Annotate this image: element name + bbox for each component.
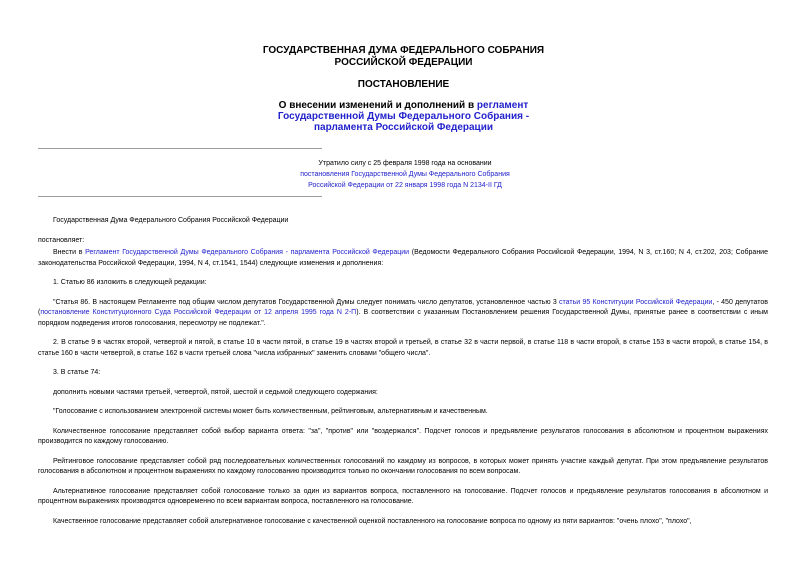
regulation-link[interactable]: Регламент Государственной Думы Федерального Собрания - парламента Российской Федерации xyxy=(85,249,410,256)
title-link-regulation[interactable]: регламент xyxy=(476,100,529,111)
paragraph-item-3: 3. В статье 74: xyxy=(53,369,101,376)
paragraph-qualitative: Качественное голосование представляет собой альтернативное голосование с качественной оценкой поставленного на голосование вопроса по одному из пяти вариантов: "очень плохо", "плохо", xyxy=(53,517,692,525)
amend-text-end: (Ведомости Федерального Собрания Российской Федерации, 1994, N 3, ст.160; N 4, ст.202, 203; Собрание законодательства Российской Федерации, 1994, N 4, ст.1541, 1544) следующие изменения и дополнения: xyxy=(38,249,768,267)
paragraph-amend xyxy=(38,248,768,269)
amend-text-start: Внести в xyxy=(53,249,86,256)
paragraph-alternative: Альтернативное голосование представляет собой голосование только за один из вариантов вопроса, поставленного на голосование. Подсчет голосов и предъявление результатов голосования в абсолютном и процентном выражениях производятся одновременно по всем вариантам вопроса, поставленного на голосование. xyxy=(38,487,768,505)
title-prefix: О внесении изменений и дополнений в xyxy=(278,100,477,111)
paragraph-item-2: 2. В статье 9 в частях второй, четвертой и пятой, в статье 10 в части пятой, в статье 19 в частях второй и третьей, в статье 32 в части первой, в статье 118 в части второй, в статье 153 в части второй, в статье 154, в статье 160 в части четвертой, в статье 162 в части третьей слова "числа избранных" заменить словами "общего числа". xyxy=(38,339,768,357)
divider-bottom xyxy=(38,196,322,197)
repeal-note-link-1[interactable]: постановления Государственной Думы Федерального Собрания xyxy=(300,171,510,178)
issuer-heading xyxy=(0,45,807,69)
paragraph-resolves: постановляет: xyxy=(38,236,85,244)
issuer-line-1: ГОСУДАРСТВЕННАЯ ДУМА ФЕДЕРАЛЬНОГО СОБРАНИЯ xyxy=(262,45,545,56)
paragraph-article-86 xyxy=(38,298,768,330)
document-type: ПОСТАНОВЛЕНИЕ xyxy=(357,79,450,90)
constitution-article-link[interactable]: статьи 95 Конституции Российской Федерации xyxy=(559,298,713,306)
document-body xyxy=(38,216,768,527)
repeal-note-line: Утратило силу с 25 февраля 1998 года на основании xyxy=(318,160,492,167)
paragraph-item-1: 1. Статью 86 изложить в следующей редакции: xyxy=(53,279,207,286)
title-link-line-2[interactable]: Государственной Думы Федерального Собрания - xyxy=(277,111,530,122)
paragraph-quantitative: Количественное голосование представляет собой выбор варианта ответа: "за", "против" или "воздержался". Подсчет голосов и предъявление результатов голосования в абсолютном и процентном выражениях производится по каждому голосованию. xyxy=(38,427,768,445)
article-86-text-b: , - 450 депутатов ( xyxy=(38,298,768,316)
paragraph-voting-types: "Голосование с использованием электронной системы может быть количественным, рейтинговым, альтернативным и качественным. xyxy=(53,408,488,415)
repeal-note xyxy=(250,158,560,191)
issuer-line-2: РОССИЙСКОЙ ФЕДЕРАЦИИ xyxy=(334,57,473,68)
article-86-text-c: ). В соответствии с указанным Постановлением решения Государственной Думы, принятые ранее в соответствии с иным порядком подведения итогов голосования, пересмотру не подлежат.". xyxy=(38,309,768,327)
article-86-text-a: "Статья 86. В настоящем Регламенте под общим числом депутатов Государственной Думы следует понимать число депутатов, установленное частью 3 xyxy=(53,298,560,306)
repeal-note-link-2[interactable]: Российской Федерации от 22 января 1998 года N 2134-II ГД xyxy=(308,182,502,189)
paragraph-rating: Рейтинговое голосование представляет собой ряд последовательных количественных голосований по каждому из вопросов, в которых может принять участие каждый депутат. При этом предъявление результатов голосования в абсолютном и процентном выражениях по каждому голосованию производится только по окончании голосования по всем вопросам. xyxy=(38,457,768,475)
document-title xyxy=(0,100,807,133)
paragraph-issuer: Государственная Дума Федерального Собрания Российской Федерации xyxy=(53,217,289,224)
divider-top xyxy=(38,148,322,149)
title-link-line-3[interactable]: парламента Российской Федерации xyxy=(313,122,493,133)
constitutional-court-link[interactable]: постановление Конституционного Суда Российской Федерации от 12 апреля 1995 года N 2-П xyxy=(40,309,357,316)
paragraph-supplement: дополнить новыми частями третьей, четвертой, пятой, шестой и седьмой следующего содержания: xyxy=(53,388,378,396)
